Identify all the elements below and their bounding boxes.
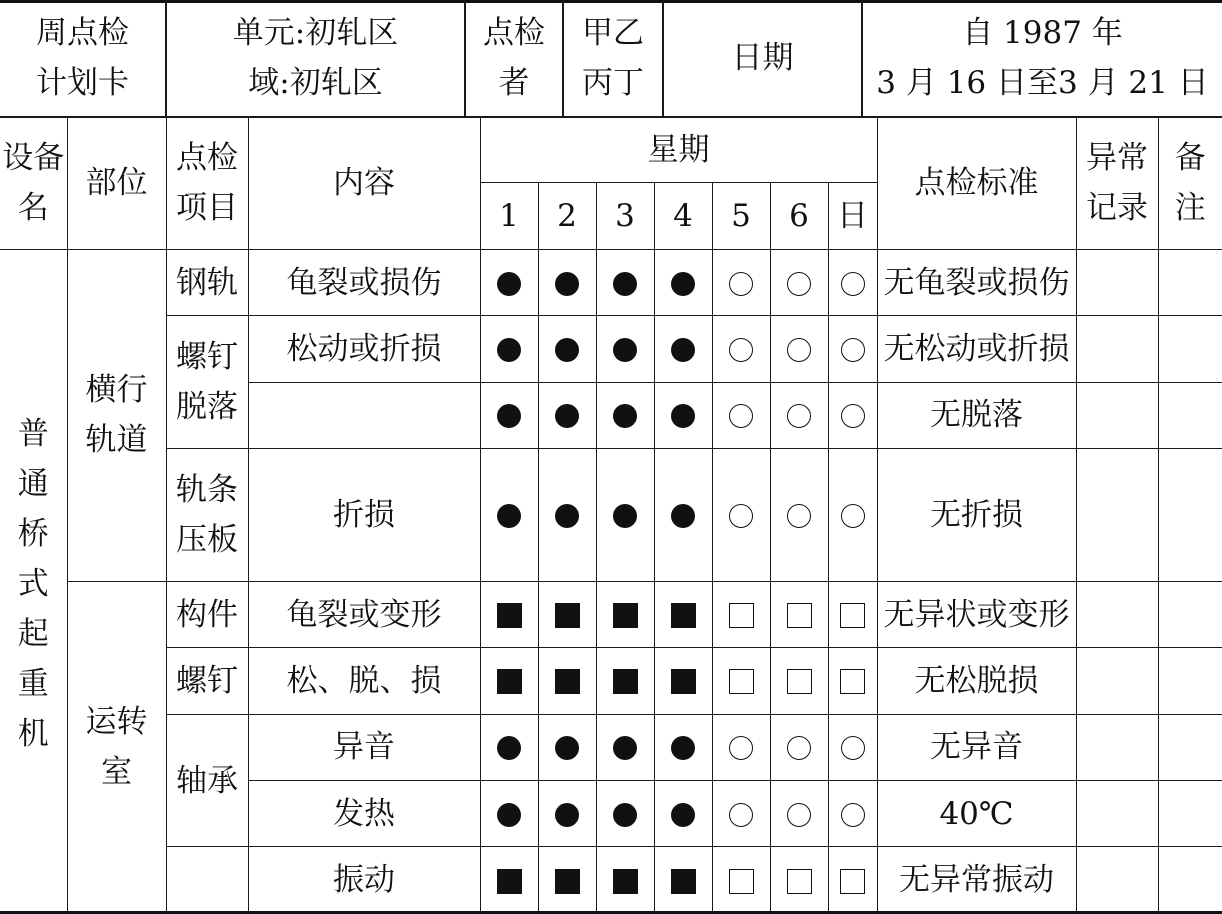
day-1-label: 1	[499, 198, 519, 235]
status-cell[interactable]	[480, 714, 538, 780]
part-track-text: 横行 轨道	[85, 372, 148, 459]
content-cell	[248, 382, 480, 448]
col-remark-label: 备 注	[1174, 139, 1206, 226]
empty-square-icon	[840, 869, 865, 894]
empty-square-icon	[729, 603, 754, 628]
filled-circle-icon	[555, 504, 579, 528]
item-screw-drop-text: 螺钉 脱落	[176, 339, 238, 426]
filled-circle-icon	[613, 404, 637, 428]
table-row	[0, 648, 1222, 714]
day-5-label: 5	[731, 198, 751, 235]
filled-circle-icon	[671, 338, 695, 362]
filled-square-icon	[555, 869, 580, 894]
filled-circle-icon	[497, 803, 521, 827]
filled-square-icon	[613, 603, 638, 628]
col-content	[248, 117, 480, 250]
status-cell[interactable]	[480, 648, 538, 714]
empty-circle-icon	[841, 404, 865, 428]
filled-circle-icon	[497, 404, 521, 428]
filled-square-icon	[497, 869, 522, 894]
content-text: 松、脱、损	[286, 662, 442, 699]
col-part-label: 部位	[85, 164, 148, 201]
item-rail-text: 钢轨	[176, 264, 238, 301]
abnormal-record-cell[interactable]	[1076, 449, 1158, 582]
item-bearing-text: 轴承	[176, 762, 238, 799]
status-cell[interactable]	[480, 781, 538, 847]
status-cell[interactable]	[828, 249, 877, 315]
filled-square-icon	[671, 669, 696, 694]
abnormal-record-cell[interactable]	[1076, 648, 1158, 714]
remark-cell[interactable]	[1158, 847, 1222, 914]
status-cell[interactable]	[538, 847, 596, 914]
card-title-text: 周点检 计划卡	[36, 15, 129, 101]
content-text: 龟裂或损伤	[286, 264, 442, 301]
card-header	[0, 0, 1222, 118]
abnormal-record-cell[interactable]	[1076, 316, 1158, 382]
status-cell[interactable]	[654, 714, 712, 780]
status-cell[interactable]	[828, 648, 877, 714]
col-week-label: 星期	[647, 131, 710, 168]
standard-text: 无松脱损	[914, 662, 1039, 699]
content-cell	[248, 316, 480, 382]
part-room	[67, 581, 166, 913]
empty-circle-icon	[787, 736, 811, 760]
standard-cell	[877, 249, 1076, 315]
filled-square-icon	[497, 669, 522, 694]
table-row	[0, 714, 1222, 780]
status-cell[interactable]	[770, 249, 828, 315]
status-cell[interactable]	[770, 781, 828, 847]
unit-text: 单元:初轧区 域:初轧区	[232, 15, 399, 101]
filled-square-icon	[497, 603, 522, 628]
filled-circle-icon	[613, 504, 637, 528]
col-abnormal	[1076, 117, 1158, 250]
status-cell[interactable]	[596, 249, 654, 315]
empty-circle-icon	[729, 404, 753, 428]
status-cell[interactable]	[712, 382, 770, 448]
standard-text: 无异音	[930, 729, 1023, 766]
empty-square-icon	[840, 669, 865, 694]
date-label-text: 日期	[731, 40, 794, 76]
empty-circle-icon	[729, 504, 753, 528]
filled-circle-icon	[613, 272, 637, 296]
col-remark	[1158, 117, 1222, 250]
col-standard-label: 点检标准	[914, 164, 1039, 201]
content-cell	[248, 781, 480, 847]
content-cell	[248, 714, 480, 780]
filled-circle-icon	[497, 272, 521, 296]
status-cell[interactable]	[480, 449, 538, 582]
remark-cell[interactable]	[1158, 581, 1222, 647]
day-1	[480, 183, 538, 249]
status-cell[interactable]	[538, 781, 596, 847]
status-cell[interactable]	[596, 714, 654, 780]
content-cell	[248, 449, 480, 582]
status-cell[interactable]	[654, 847, 712, 914]
status-cell[interactable]	[538, 249, 596, 315]
status-cell[interactable]	[712, 316, 770, 382]
standard-text: 无脱落	[930, 397, 1023, 434]
status-cell[interactable]	[712, 648, 770, 714]
standard-text: 无松动或折损	[883, 330, 1070, 367]
filled-square-icon	[613, 669, 638, 694]
standard-cell	[877, 581, 1076, 647]
equipment-name	[0, 249, 67, 913]
item-screw-drop	[166, 316, 248, 449]
standard-text: 无折损	[930, 496, 1023, 533]
status-cell[interactable]	[480, 316, 538, 382]
col-week	[480, 117, 877, 183]
table-row	[0, 581, 1222, 647]
status-cell[interactable]	[712, 449, 770, 582]
table-row	[0, 316, 1222, 382]
standard-cell	[877, 382, 1076, 448]
date-label	[663, 0, 862, 117]
status-cell[interactable]	[538, 382, 596, 448]
status-cell[interactable]	[596, 648, 654, 714]
status-cell[interactable]	[538, 581, 596, 647]
empty-circle-icon	[729, 338, 753, 362]
day-4-label: 4	[673, 198, 693, 235]
card-title	[0, 0, 166, 117]
standard-text: 40℃	[939, 795, 1014, 832]
date-range-text: 自 1987 年 3 月 16 日至3 月 21 日	[876, 15, 1209, 101]
filled-circle-icon	[613, 803, 637, 827]
day-sun	[828, 183, 877, 249]
abnormal-record-cell[interactable]	[1076, 581, 1158, 647]
status-cell[interactable]	[828, 581, 877, 647]
standard-cell	[877, 781, 1076, 847]
part-room-text: 运转 室	[85, 704, 148, 791]
status-cell[interactable]	[828, 316, 877, 382]
content-text: 振动	[333, 862, 395, 899]
empty-square-icon	[787, 869, 812, 894]
status-cell[interactable]	[480, 847, 538, 914]
filled-circle-icon	[497, 736, 521, 760]
remark-cell[interactable]	[1158, 316, 1222, 382]
filled-circle-icon	[555, 338, 579, 362]
filled-square-icon	[555, 603, 580, 628]
empty-circle-icon	[787, 504, 811, 528]
status-cell[interactable]	[712, 249, 770, 315]
remark-cell[interactable]	[1158, 781, 1222, 847]
status-cell[interactable]	[828, 382, 877, 448]
status-cell[interactable]	[654, 781, 712, 847]
day-3	[596, 183, 654, 249]
remark-cell[interactable]	[1158, 648, 1222, 714]
table-row	[0, 847, 1222, 914]
item-strip-plate-text: 轨条 压板	[176, 471, 238, 558]
status-cell[interactable]	[712, 847, 770, 914]
filled-circle-icon	[497, 504, 521, 528]
status-cell[interactable]	[538, 316, 596, 382]
empty-circle-icon	[841, 803, 865, 827]
filled-circle-icon	[671, 736, 695, 760]
filled-circle-icon	[555, 736, 579, 760]
item-screw	[166, 648, 248, 714]
filled-circle-icon	[671, 803, 695, 827]
standard-text: 无异常振动	[899, 862, 1054, 899]
status-cell[interactable]	[828, 781, 877, 847]
unit-info	[166, 0, 465, 117]
empty-circle-icon	[841, 272, 865, 296]
shifts	[563, 0, 663, 117]
status-cell[interactable]	[654, 581, 712, 647]
abnormal-record-cell[interactable]	[1076, 714, 1158, 780]
shifts-text: 甲乙 丙丁	[582, 15, 644, 101]
empty-square-icon	[729, 869, 754, 894]
status-cell[interactable]	[654, 382, 712, 448]
item-screw-text: 螺钉	[176, 662, 238, 699]
filled-circle-icon	[671, 272, 695, 296]
day-6	[770, 183, 828, 249]
col-equipment-label: 设备 名	[2, 139, 65, 226]
date-range	[862, 0, 1222, 117]
table-row	[0, 249, 1222, 315]
standard-cell	[877, 316, 1076, 382]
empty-circle-icon	[787, 803, 811, 827]
col-part	[67, 117, 166, 250]
content-text: 异音	[333, 729, 395, 766]
col-standard	[877, 117, 1076, 250]
standard-cell	[877, 847, 1076, 914]
standard-cell	[877, 449, 1076, 582]
content-cell	[248, 249, 480, 315]
part-track	[67, 249, 166, 581]
content-cell	[248, 847, 480, 914]
content-text: 发热	[333, 795, 395, 832]
inspector-label	[465, 0, 563, 117]
filled-circle-icon	[671, 504, 695, 528]
status-cell[interactable]	[596, 382, 654, 448]
status-cell[interactable]	[828, 449, 877, 582]
empty-circle-icon	[729, 272, 753, 296]
empty-circle-icon	[787, 338, 811, 362]
status-cell[interactable]	[596, 581, 654, 647]
remark-cell[interactable]	[1158, 714, 1222, 780]
status-cell[interactable]	[654, 648, 712, 714]
status-cell[interactable]	[770, 449, 828, 582]
content-text: 折损	[333, 496, 395, 533]
inspection-table	[0, 116, 1222, 914]
day-2-label: 2	[557, 198, 577, 235]
standard-cell	[877, 648, 1076, 714]
inspector-label-text: 点检 者	[483, 15, 545, 101]
status-cell[interactable]	[828, 714, 877, 780]
filled-circle-icon	[613, 736, 637, 760]
status-cell[interactable]	[480, 581, 538, 647]
filled-circle-icon	[613, 338, 637, 362]
abnormal-record-cell[interactable]	[1076, 382, 1158, 448]
col-item-label: 点检 项目	[176, 139, 238, 226]
col-content-label: 内容	[333, 164, 395, 201]
status-cell[interactable]	[538, 714, 596, 780]
empty-circle-icon	[787, 272, 811, 296]
item-rail	[166, 249, 248, 315]
item-member-text: 构件	[176, 596, 238, 633]
filled-circle-icon	[555, 272, 579, 296]
status-cell[interactable]	[538, 648, 596, 714]
status-cell[interactable]	[480, 382, 538, 448]
equipment-name-text: 普通桥式起重机	[17, 416, 49, 753]
status-cell[interactable]	[596, 847, 654, 914]
filled-circle-icon	[555, 404, 579, 428]
remark-cell[interactable]	[1158, 449, 1222, 582]
col-item	[166, 117, 248, 250]
filled-square-icon	[555, 669, 580, 694]
status-cell[interactable]	[770, 382, 828, 448]
status-cell[interactable]	[596, 781, 654, 847]
status-cell[interactable]	[654, 316, 712, 382]
status-cell[interactable]	[770, 316, 828, 382]
abnormal-record-cell[interactable]	[1076, 847, 1158, 914]
status-cell[interactable]	[770, 847, 828, 914]
status-cell[interactable]	[596, 449, 654, 582]
standard-cell	[877, 714, 1076, 780]
day-4	[654, 183, 712, 249]
day-6-label: 6	[789, 198, 809, 235]
table-row	[0, 449, 1222, 582]
filled-square-icon	[671, 603, 696, 628]
filled-square-icon	[613, 869, 638, 894]
item-bearing	[166, 714, 248, 847]
filled-circle-icon	[497, 338, 521, 362]
empty-square-icon	[787, 603, 812, 628]
content-text: 松动或折损	[286, 330, 442, 367]
item-member	[166, 581, 248, 647]
day-sun-label: 日	[837, 198, 868, 235]
empty-square-icon	[787, 669, 812, 694]
status-cell[interactable]	[828, 847, 877, 914]
abnormal-record-cell[interactable]	[1076, 781, 1158, 847]
filled-square-icon	[671, 869, 696, 894]
content-cell	[248, 581, 480, 647]
item-strip-plate	[166, 449, 248, 582]
empty-circle-icon	[729, 803, 753, 827]
remark-cell[interactable]	[1158, 249, 1222, 315]
filled-circle-icon	[555, 803, 579, 827]
col-equipment	[0, 117, 67, 250]
empty-circle-icon	[787, 404, 811, 428]
content-text: 龟裂或变形	[286, 596, 442, 633]
empty-square-icon	[729, 669, 754, 694]
status-cell[interactable]	[538, 449, 596, 582]
standard-text: 无龟裂或损伤	[883, 264, 1070, 301]
abnormal-record-cell[interactable]	[1076, 249, 1158, 315]
empty-square-icon	[840, 603, 865, 628]
status-cell[interactable]	[712, 581, 770, 647]
status-cell[interactable]	[770, 648, 828, 714]
status-cell[interactable]	[770, 581, 828, 647]
empty-circle-icon	[841, 338, 865, 362]
status-cell[interactable]	[770, 714, 828, 780]
empty-circle-icon	[841, 736, 865, 760]
remark-cell[interactable]	[1158, 382, 1222, 448]
status-cell[interactable]	[712, 781, 770, 847]
standard-text: 无异状或变形	[883, 596, 1070, 633]
day-2	[538, 183, 596, 249]
item-empty	[166, 847, 248, 914]
status-cell[interactable]	[654, 249, 712, 315]
content-cell	[248, 648, 480, 714]
empty-circle-icon	[729, 736, 753, 760]
status-cell[interactable]	[596, 316, 654, 382]
day-3-label: 3	[615, 198, 635, 235]
status-cell[interactable]	[654, 449, 712, 582]
status-cell[interactable]	[480, 249, 538, 315]
status-cell[interactable]	[712, 714, 770, 780]
empty-circle-icon	[841, 504, 865, 528]
col-abnormal-label: 异常 记录	[1086, 139, 1148, 226]
filled-circle-icon	[671, 404, 695, 428]
day-5	[712, 183, 770, 249]
